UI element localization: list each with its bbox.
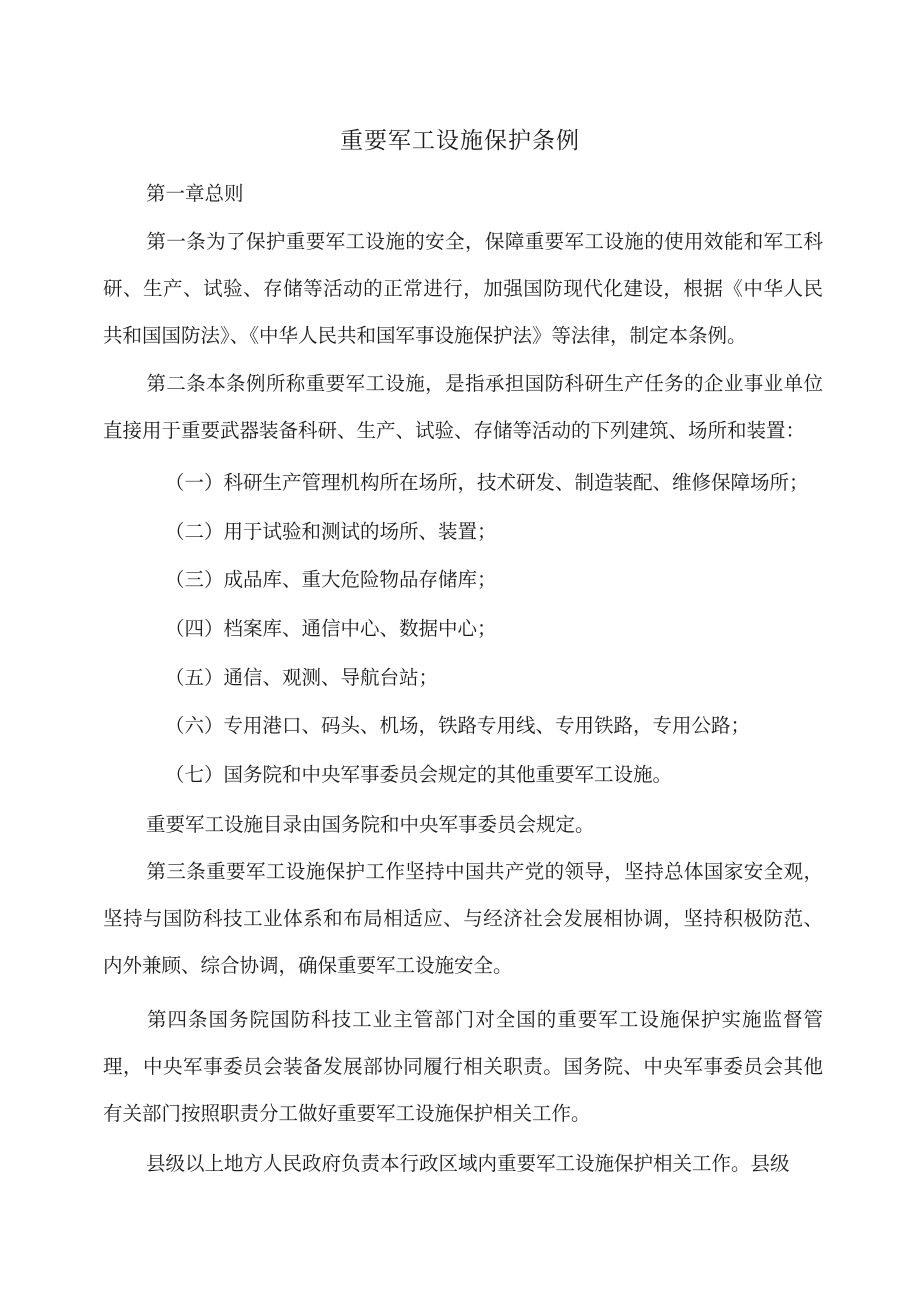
list-item: （一）科研生产管理机构所在场所，技术研发、制造装配、维修保障场所； — [165, 471, 809, 494]
list-item: （六）专用港口、码头、机场，铁路专用线、专用铁路，专用公路； — [165, 714, 751, 737]
article-3-text: 第三条重要军工设施保护工作坚持中国共产党的领导，坚持总体国家安全观，坚持与国防科技工业体系和布局相适应、与经济社会发展相协调，坚持积极防范、内外兼顾、综合协调，确保重要军工设施安全。 — [103, 860, 823, 977]
list-item: （七）国务院和中央军事委员会规定的其他重要军工设施。 — [165, 763, 673, 786]
list-item: （四）档案库、通信中心、数据中心； — [165, 617, 497, 640]
article-4-local-text: 县级以上地方人民政府负责本行政区域内重要军工设施保护相关工作。县级 — [146, 1152, 790, 1175]
article-1-paragraph — [103, 218, 823, 359]
article-4-paragraph — [103, 996, 823, 1137]
catalog-note: 重要军工设施目录由国务院和中央军事委员会规定。 — [146, 813, 595, 836]
article-4-local-paragraph — [103, 1140, 823, 1187]
document-title: 重要军工设施保护条例 — [340, 128, 580, 154]
article-4-text: 第四条国务院国防科技工业主管部门对全国的重要军工设施保护实施监督管理，中央军事委员会装备发展部协同履行相关职责。国务院、中央军事委员会其他有关部门按照职责分工做好重要军工设施保护相关工作。 — [103, 1008, 823, 1125]
article-2-paragraph — [103, 360, 823, 454]
list-item: （二）用于试验和测试的场所、装置； — [165, 520, 497, 543]
article-3-paragraph — [103, 848, 823, 989]
article-1-text: 第一条为了保护重要军工设施的安全，保障重要军工设施的使用效能和军工科研、生产、试验、存储等活动的正常进行，加强国防现代化建设，根据《中华人民共和国国防法》、《中华人民共和国军事设施保护法》等法律，制定本条例。 — [103, 230, 823, 347]
chapter-heading: 第一章总则 — [146, 182, 244, 205]
list-item: （五）通信、观测、导航台站； — [165, 666, 439, 689]
list-item: （三）成品库、重大危险物品存储库； — [165, 568, 497, 591]
article-2-text: 第二条本条例所称重要军工设施，是指承担国防科研生产任务的企业事业单位直接用于重要武器装备科研、生产、试验、存储等活动的下列建筑、场所和装置： — [103, 372, 823, 442]
